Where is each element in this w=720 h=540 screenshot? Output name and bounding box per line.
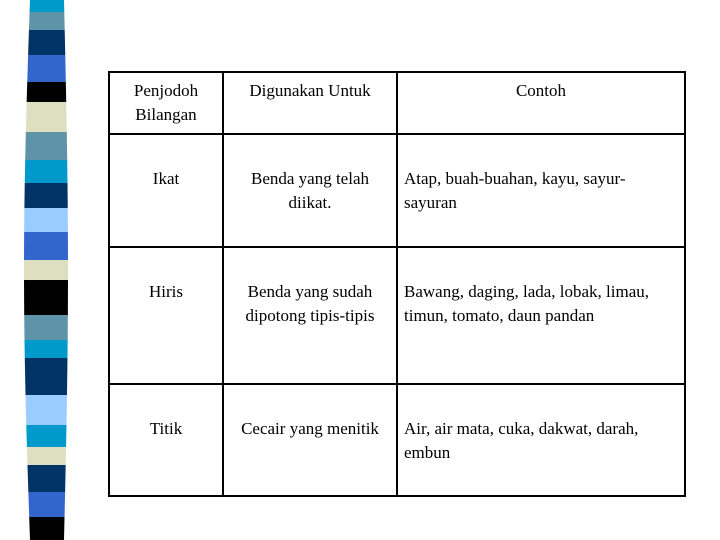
- stripe-segment: [27, 465, 65, 492]
- stripe-segment: [24, 183, 67, 208]
- cell-digunakan: Benda yang sudah dipotong tipis-tipis: [223, 247, 397, 384]
- table-row: [109, 134, 685, 247]
- stripe-segment: [26, 425, 66, 447]
- cell-digunakan: Benda yang telah diikat.: [223, 134, 397, 247]
- stripe-segment: [26, 395, 67, 425]
- table-row: [109, 247, 685, 384]
- stripe-segment: [24, 280, 68, 315]
- table-header-row: [109, 72, 685, 134]
- stripe-segment: [25, 358, 68, 395]
- cell-penjodoh: Titik: [109, 384, 223, 496]
- penjodoh-bilangan-table: [108, 71, 686, 497]
- cell-digunakan: Cecair yang menitik: [223, 384, 397, 496]
- stripe-segment: [28, 30, 65, 55]
- header-penjodoh: Penjodoh Bilangan: [109, 72, 223, 134]
- table-row: [109, 384, 685, 496]
- stripe-segment: [24, 208, 68, 232]
- cell-contoh: Bawang, daging, lada, lobak, limau, timun, tomato, daun pandan: [397, 247, 685, 384]
- cell-penjodoh: Hiris: [109, 247, 223, 384]
- stripe-segment: [27, 82, 67, 102]
- stripe-segment: [27, 55, 66, 82]
- stripe-segment: [25, 160, 68, 183]
- header-contoh: Contoh: [397, 72, 685, 134]
- stripe-segment: [24, 340, 67, 358]
- cell-contoh: Atap, buah-buahan, kayu, sayur-sayuran: [397, 134, 685, 247]
- stripe-segment: [26, 102, 67, 132]
- cell-penjodoh: Ikat: [109, 134, 223, 247]
- stripe-segment: [28, 492, 65, 517]
- stripe-segment: [29, 12, 65, 30]
- stripe-segment: [24, 232, 68, 260]
- cell-contoh: Air, air mata, cuka, dakwat, darah, embun: [397, 384, 685, 496]
- stripe-segment: [27, 447, 66, 465]
- stripe-segment: [25, 132, 67, 160]
- stripe-segment: [30, 0, 65, 12]
- header-digunakan: Digunakan Untuk: [223, 72, 397, 134]
- stripe-segment: [24, 315, 68, 340]
- stripe-segment: [29, 517, 64, 540]
- stripe-segment: [24, 260, 68, 280]
